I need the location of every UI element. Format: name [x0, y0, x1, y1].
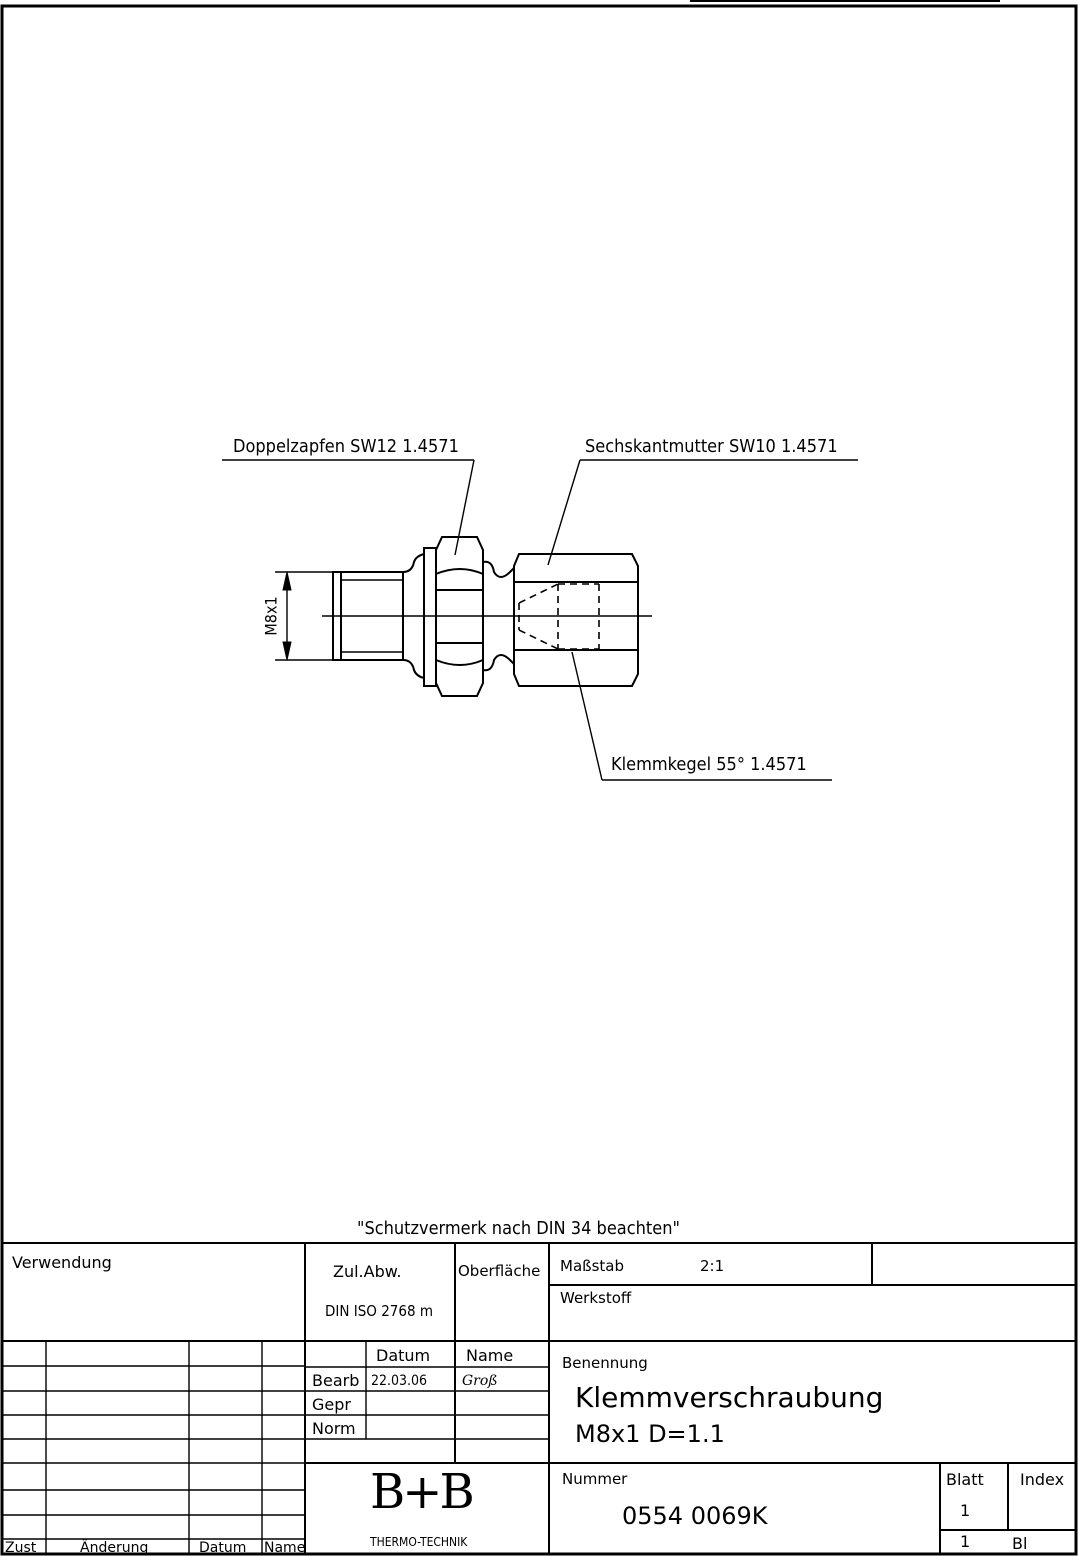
- approval-name-bearb: Groß: [462, 1373, 498, 1389]
- revision-header-aenderung: Änderung: [80, 1540, 149, 1556]
- sheet-label: Blatt: [946, 1470, 984, 1489]
- revision-header-datum: Datum: [199, 1540, 247, 1556]
- title-block-grid: [2, 1243, 1076, 1554]
- designation-line-2: M8x1 D=1.1: [575, 1420, 725, 1448]
- label-sechskantmutter: Sechskantmutter SW10 1.4571: [585, 436, 838, 457]
- approval-role-norm: Norm: [312, 1419, 356, 1438]
- label-klemmkegel: Klemmkegel 55° 1.4571: [611, 754, 807, 775]
- company-logo: B+B: [370, 1464, 472, 1520]
- protection-notice: "Schutzvermerk nach DIN 34 beachten": [357, 1218, 680, 1239]
- tolerance-header: Zul.Abw.: [333, 1262, 402, 1281]
- scale-value: 2:1: [700, 1257, 725, 1275]
- number-label: Nummer: [562, 1470, 628, 1488]
- sheet-unit: Bl: [1012, 1534, 1028, 1553]
- material-label: Werkstoff: [560, 1289, 632, 1307]
- surface-label: Oberfläche: [458, 1262, 541, 1280]
- company-logo-subtitle: THERMO-TECHNIK: [370, 1535, 468, 1549]
- drawing-number: 0554 0069K: [622, 1502, 768, 1530]
- sheet-number: 1: [960, 1501, 971, 1520]
- label-doppelzapfen: Doppelzapfen SW12 1.4571: [233, 436, 459, 457]
- designation-label: Benennung: [562, 1354, 648, 1372]
- approval-date-bearb: 22.03.06: [371, 1373, 428, 1389]
- part-drawing: [222, 460, 858, 780]
- revision-header-name: Name: [264, 1540, 306, 1556]
- sheet-border: [2, 6, 1076, 1554]
- revision-header-zust: Zust: [5, 1540, 37, 1556]
- sheet-total: 1: [960, 1532, 971, 1551]
- tolerance-value: DIN ISO 2768 m: [325, 1302, 433, 1320]
- scale-label: Maßstab: [560, 1257, 624, 1275]
- index-label: Index: [1020, 1470, 1065, 1489]
- approvals-datum-header: Datum: [376, 1346, 431, 1365]
- dimension-thread-label: M8x1: [261, 596, 281, 636]
- approvals-name-header: Name: [466, 1346, 514, 1365]
- verwendung-label: Verwendung: [12, 1253, 112, 1272]
- approval-role-bearb: Bearb: [312, 1371, 360, 1390]
- designation-line-1: Klemmverschraubung: [575, 1381, 884, 1414]
- approval-role-gepr: Gepr: [312, 1395, 351, 1414]
